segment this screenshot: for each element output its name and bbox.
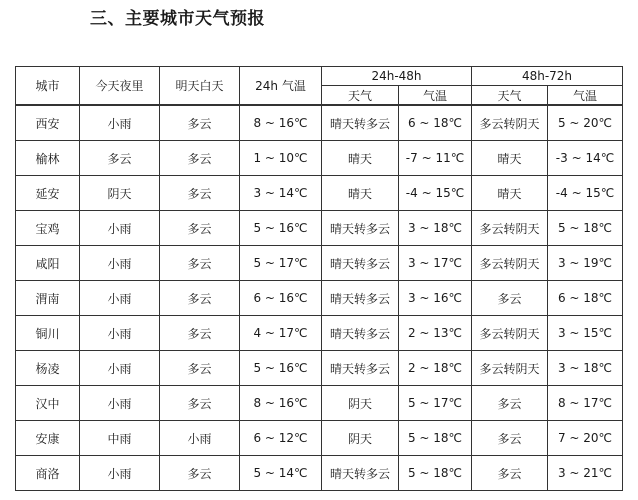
cell-temp-48: 5 ~ 17℃ [399, 386, 472, 421]
cell-temp-72: 3 ~ 19℃ [548, 246, 623, 281]
cell-tonight: 小雨 [80, 246, 160, 281]
header-temp-24h: 24h 气温 [240, 67, 322, 106]
cell-weather-72: 多云 [472, 456, 548, 491]
header-group-48-72: 48h-72h [472, 67, 623, 86]
cell-weather-72: 晴天 [472, 141, 548, 176]
header-city: 城市 [16, 67, 80, 106]
cell-weather-72: 多云 [472, 281, 548, 316]
cell-temp-48: -4 ~ 15℃ [399, 176, 472, 211]
cell-tonight: 阴天 [80, 176, 160, 211]
cell-weather-48: 阴天 [322, 386, 399, 421]
cell-temp-24h: 5 ~ 14℃ [240, 456, 322, 491]
header-weather-72: 天气 [472, 86, 548, 106]
cell-temp-72: -3 ~ 14℃ [548, 141, 623, 176]
header-temp-48: 气温 [399, 86, 472, 106]
cell-temp-48: 3 ~ 16℃ [399, 281, 472, 316]
cell-tonight: 小雨 [80, 456, 160, 491]
cell-temp-72: 6 ~ 18℃ [548, 281, 623, 316]
header-tomorrow-day: 明天白天 [160, 67, 240, 106]
cell-tomorrow: 多云 [160, 386, 240, 421]
table-row [16, 351, 623, 386]
cell-weather-48: 晴天转多云 [322, 316, 399, 351]
cell-temp-72: 7 ~ 20℃ [548, 421, 623, 456]
cell-tonight: 多云 [80, 141, 160, 176]
table-row [16, 456, 623, 491]
header-group-24-48: 24h-48h [322, 67, 472, 86]
cell-temp-48: -7 ~ 11℃ [399, 141, 472, 176]
cell-city: 铜川 [16, 316, 80, 351]
cell-temp-24h: 5 ~ 16℃ [240, 211, 322, 246]
cell-city: 榆林 [16, 141, 80, 176]
cell-weather-72: 多云 [472, 421, 548, 456]
cell-weather-72: 多云转阴天 [472, 105, 548, 141]
table-row [16, 141, 623, 176]
page-title: 三、主要城市天气预报 [90, 9, 265, 29]
cell-weather-72: 多云转阴天 [472, 246, 548, 281]
cell-tomorrow: 多云 [160, 281, 240, 316]
header-temp-72: 气温 [548, 86, 623, 106]
cell-weather-72: 晴天 [472, 176, 548, 211]
cell-tonight: 小雨 [80, 351, 160, 386]
cell-tomorrow: 多云 [160, 246, 240, 281]
cell-temp-48: 2 ~ 18℃ [399, 351, 472, 386]
cell-weather-72: 多云转阴天 [472, 316, 548, 351]
cell-tonight: 中雨 [80, 421, 160, 456]
header-weather-48: 天气 [322, 86, 399, 106]
cell-temp-24h: 5 ~ 17℃ [240, 246, 322, 281]
cell-city: 商洛 [16, 456, 80, 491]
cell-weather-48: 晴天转多云 [322, 456, 399, 491]
cell-temp-72: -4 ~ 15℃ [548, 176, 623, 211]
table-row [16, 316, 623, 351]
cell-tonight: 小雨 [80, 281, 160, 316]
cell-city: 杨凌 [16, 351, 80, 386]
cell-city: 汉中 [16, 386, 80, 421]
cell-weather-48: 晴天转多云 [322, 246, 399, 281]
cell-tonight: 小雨 [80, 211, 160, 246]
cell-temp-72: 3 ~ 21℃ [548, 456, 623, 491]
header-row-top [16, 67, 623, 86]
cell-tomorrow: 多云 [160, 456, 240, 491]
cell-temp-24h: 1 ~ 10℃ [240, 141, 322, 176]
cell-city: 渭南 [16, 281, 80, 316]
cell-weather-48: 晴天 [322, 141, 399, 176]
cell-weather-72: 多云转阴天 [472, 351, 548, 386]
table-row [16, 386, 623, 421]
table-row [16, 281, 623, 316]
cell-city: 咸阳 [16, 246, 80, 281]
cell-temp-48: 5 ~ 18℃ [399, 456, 472, 491]
cell-city: 延安 [16, 176, 80, 211]
cell-temp-72: 3 ~ 15℃ [548, 316, 623, 351]
cell-tomorrow: 多云 [160, 351, 240, 386]
cell-city: 宝鸡 [16, 211, 80, 246]
cell-tomorrow: 多云 [160, 176, 240, 211]
cell-city: 安康 [16, 421, 80, 456]
cell-temp-24h: 8 ~ 16℃ [240, 386, 322, 421]
cell-temp-72: 3 ~ 18℃ [548, 351, 623, 386]
cell-weather-48: 阴天 [322, 421, 399, 456]
cell-city: 西安 [16, 105, 80, 141]
cell-tomorrow: 小雨 [160, 421, 240, 456]
table-row [16, 211, 623, 246]
table-row [16, 105, 623, 141]
cell-tomorrow: 多云 [160, 105, 240, 141]
cell-weather-48: 晴天转多云 [322, 351, 399, 386]
cell-temp-48: 3 ~ 17℃ [399, 246, 472, 281]
table-row [16, 421, 623, 456]
cell-tonight: 小雨 [80, 105, 160, 141]
cell-tonight: 小雨 [80, 316, 160, 351]
table-row [16, 246, 623, 281]
cell-temp-24h: 4 ~ 17℃ [240, 316, 322, 351]
cell-tomorrow: 多云 [160, 141, 240, 176]
cell-temp-24h: 6 ~ 16℃ [240, 281, 322, 316]
cell-tomorrow: 多云 [160, 316, 240, 351]
cell-tomorrow: 多云 [160, 211, 240, 246]
cell-temp-48: 5 ~ 18℃ [399, 421, 472, 456]
cell-temp-24h: 6 ~ 12℃ [240, 421, 322, 456]
cell-temp-48: 2 ~ 13℃ [399, 316, 472, 351]
cell-temp-72: 5 ~ 18℃ [548, 211, 623, 246]
cell-weather-48: 晴天转多云 [322, 211, 399, 246]
cell-temp-72: 8 ~ 17℃ [548, 386, 623, 421]
cell-temp-24h: 3 ~ 14℃ [240, 176, 322, 211]
cell-temp-24h: 5 ~ 16℃ [240, 351, 322, 386]
cell-weather-48: 晴天转多云 [322, 281, 399, 316]
cell-weather-48: 晴天转多云 [322, 105, 399, 141]
cell-temp-48: 3 ~ 18℃ [399, 211, 472, 246]
forecast-table [15, 66, 623, 491]
cell-tonight: 小雨 [80, 386, 160, 421]
header-tonight: 今天夜里 [80, 67, 160, 106]
cell-temp-48: 6 ~ 18℃ [399, 105, 472, 141]
cell-weather-72: 多云 [472, 386, 548, 421]
cell-temp-72: 5 ~ 20℃ [548, 105, 623, 141]
cell-temp-24h: 8 ~ 16℃ [240, 105, 322, 141]
table-row [16, 176, 623, 211]
cell-weather-48: 晴天 [322, 176, 399, 211]
cell-weather-72: 多云转阴天 [472, 211, 548, 246]
